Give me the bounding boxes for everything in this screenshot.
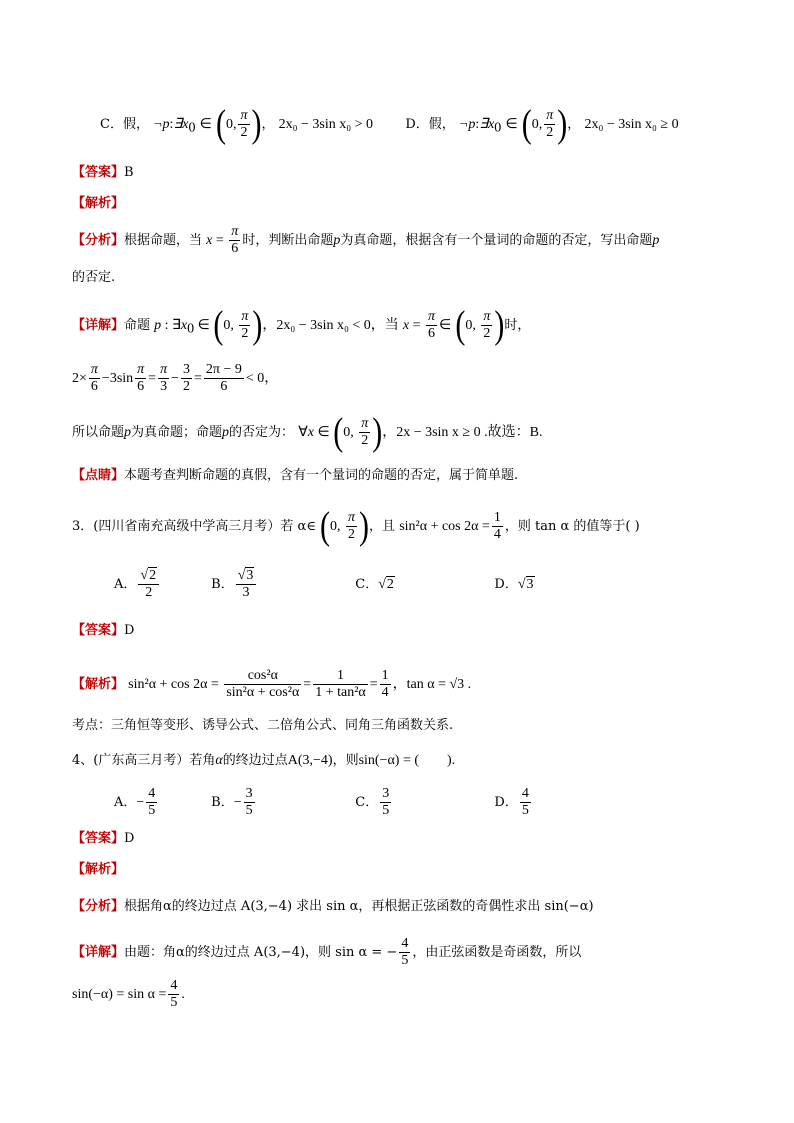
q3-jiexi: 【解析】 sin²α + cos 2α = $\frac{\text{cos²α}}{\text{sin²α + cos²α}}$ = $\frac{1}{\text{1 + tan²α}}$ = $\frac{1}{4}$ ，tan α = √3 . — [72, 668, 472, 700]
q3-option-d: D．√3 — [494, 577, 534, 592]
q3-option-b: B． $\frac{√3}{3}$ — [211, 568, 351, 601]
q3-kaodian: 考点：三角恒等变形、诱导公式、二倍角公式、同角三角函数关系. — [72, 718, 454, 733]
q2-dianjing: 【点睛】本题考查判断命题的真假，含有一个量词的命题的否定，属于简单题. — [72, 468, 519, 483]
q4-option-b: B．− $\frac{3}{5}$ — [211, 786, 253, 818]
q4-option-c: C． $\frac{3}{5}$ — [355, 786, 390, 818]
q2-answer: 【答案】B — [72, 165, 134, 180]
q4-final: sin(−α) = sin α = $\frac{4}{5}$ . — [72, 978, 185, 1010]
q2-jiexi-heading: 【解析】 — [72, 196, 125, 211]
q4-options — [114, 786, 533, 819]
q2-xiangjie: 【详解】命题 p : $\exists x_0$ ∈ (0, $\frac{\pi}{2}$ )，2x₀ − 3sin x₀ < 0，当 x = $\frac{\pi}{6}$ ∈ (0, $\frac{\pi}{2}$ )时， — [72, 303, 531, 347]
q3-options — [114, 568, 535, 601]
q4-stem: 4、(广东高三月考）若角α的终边过点A(3,−4)，则sin(−α) = ( ). — [72, 753, 456, 768]
q3-option-c: C．√2 — [355, 577, 394, 592]
q2-options-line — [100, 102, 679, 146]
q2-calc-line: 2× $\frac{\pi}{6}$ −3sin $\frac{\pi}{6}$ = $\frac{\pi}{3}$ − $\frac{3}{2}$ = $\frac{2\pi - 9}{6}$ < 0， — [72, 362, 279, 394]
q2-fenxi-cont: 的否定. — [72, 270, 116, 285]
q3-answer: 【答案】D — [72, 623, 135, 638]
q4-option-d: D． $\frac{4}{5}$ — [494, 786, 529, 818]
q4-jiexi-heading: 【解析】 — [72, 862, 125, 877]
q4-fenxi: 【分析】根据角α的终边过点 A(3,−4) 求出 sin α，再根据正弦函数的奇偶性求出 sin(−α) — [72, 899, 594, 914]
q4-xiangjie: 【详解】由题：角α的终边过点 A(3,−4)，则 sin α = − $\frac{4}{5}$ ，由正弦函数是奇函数，所以 — [72, 936, 582, 968]
q4-option-a: A．− $\frac{4}{5}$ — [114, 786, 156, 818]
q2-option-d: D．假， $\neg p:\exists x_0$ ∈ (0, $\frac{\pi}{2}$ )， 2x₀ − 3sin x₀ ≥ 0 — [405, 102, 679, 146]
q4-answer: 【答案】D — [72, 831, 135, 846]
q3-stem: 3．(四川省南充高级中学高三月考）若 α∈ (0, $\frac{\pi}{2}$ )，且 sin²α + cos 2α = $\frac{1}{4}$ ，则 tan α 的值等于( ) — [72, 504, 640, 548]
q3-option-a: A． $\frac{√2}{2}$ — [114, 568, 207, 601]
q2-fenxi: 【分析】根据命题，当 x = $\frac{\pi}{6}$ 时，判断出命题p为真命题，根据含有一个量词的命题的否定，写出命题p — [72, 224, 660, 256]
q2-conclusion: 所以命题p为真命题；命题p的否定为： ∀x ∈ (0, $\frac{\pi}{2}$ )，2x − 3sin x ≥ 0 .故选：B. — [72, 410, 543, 454]
q2-option-c: C．假， $\neg p:\exists x_0$ ∈ (0, $\frac{\pi}{2}$ )， 2x₀ − 3sin x₀ > 0 — [100, 102, 374, 146]
